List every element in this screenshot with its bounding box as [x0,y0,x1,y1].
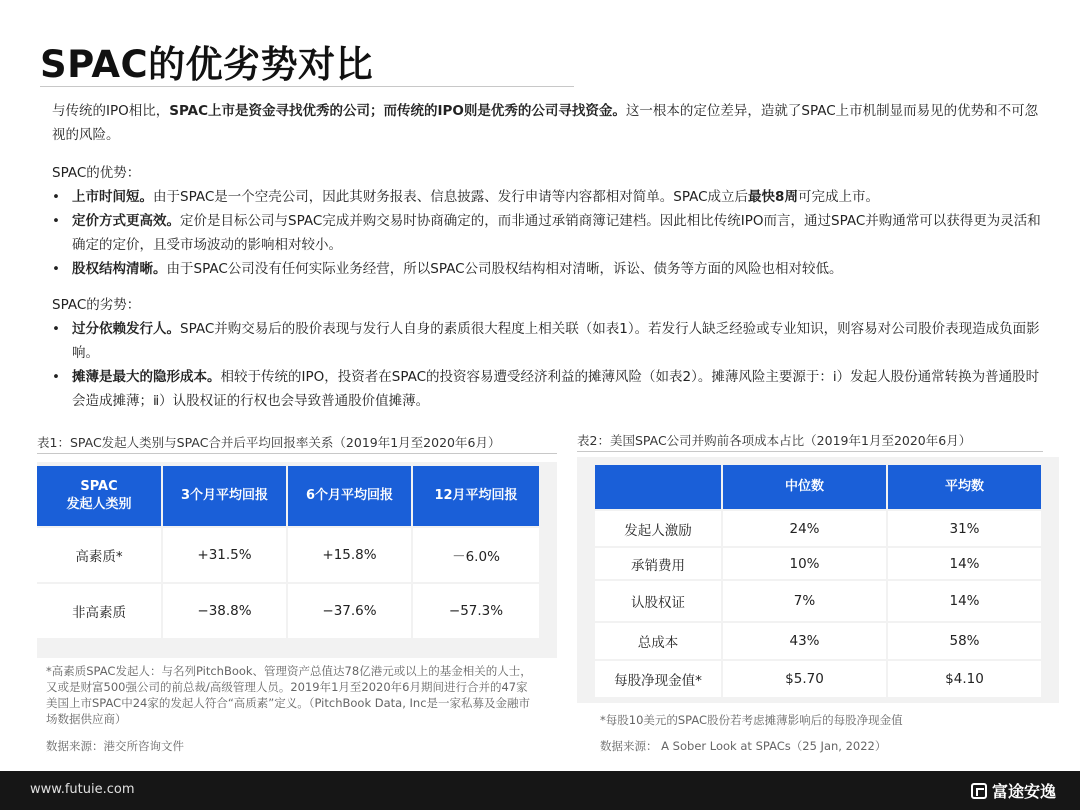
table1 [37,466,539,638]
item-text: SPAC并购交易后的股价表现与发行人自身的素质很大程度上相关联（如表1）。若发行人缺乏经验或专业知识，则容易对公司股价表现造成负面影响。 [72,321,1040,361]
row-label: 每股净现金值* [595,659,723,697]
header-line: SPAC [80,479,118,494]
table-row [595,579,1041,621]
row-label: 发起人激励 [595,509,723,546]
item-text: 由于SPAC是一个空壳公司，因此其财务报表、信息披露、发行申请等内容都相对简单。SPAC成立后 [153,189,749,205]
table1-header-3m: 3个月平均回报 [163,466,288,526]
footer-bar [0,771,1080,810]
table-cell: +31.5% [163,526,288,582]
table-cell: －6.0% [413,526,539,582]
list-item [52,257,1042,281]
page-title: SPAC的优劣势对比 [40,43,374,86]
table-cell: 14% [888,546,1041,579]
table2-caption-divider [577,451,1043,452]
row-label: 高素质* [37,526,163,582]
table1-header-6m: 6个月平均回报 [288,466,413,526]
brand-logo-icon [971,783,987,799]
table2-header-blank [595,465,723,509]
table2-caption: 表2：美国SPAC公司并购前各项成本占比（2019年1月至2020年6月） [577,433,972,448]
table-header-row [37,466,539,526]
table2-header-mean: 平均数 [888,465,1041,509]
table-row [595,659,1041,697]
advantages-list [52,185,1042,281]
table-cell: 7% [723,579,888,621]
row-label: 认股权证 [595,579,723,621]
item-bold-text: 定价方式更高效。 [72,213,180,229]
table-cell: $4.10 [888,659,1041,697]
list-item [52,185,1042,209]
table2-footnote: *每股10美元的SPAC股份若考虑摊薄影响后的每股净现金值 [600,713,903,727]
table1-footnote: *高素质SPAC发起人：与名列PitchBook、管理资产总值达78亿港元或以上的基金相关的人士，又或是财富500强公司的前总裁/高级管理人员。2019年1月至2020年6月期间进行合并的47家美国上市SPAC中24家的发起人符合“高质素”定义。（PitchBook Data, Inc是一家私募及金融市场数据供应商） [46,664,532,726]
table1-header-category [37,466,163,526]
intro-text-1: 与传统的IPO相比， [52,103,170,119]
intro-text-2: 这一根本的定位差异，造就了SPAC上市机制显而易见的优势和不可忽视的风险。 [52,103,1039,143]
table-cell: 10% [723,546,888,579]
footer-brand [971,779,1056,802]
item-text: 由于SPAC公司没有任何实际业务经营，所以SPAC公司股权结构相对清晰，诉讼、债务等方面的风险也相对较低。 [166,261,843,277]
table-cell: 43% [723,621,888,659]
footer-url[interactable]: www.futuie.com [30,782,135,797]
item-bold-text: 最快8周 [748,189,798,205]
item-text: 可完成上市。 [797,189,879,205]
main-text [52,99,1042,413]
table-cell: 14% [888,579,1041,621]
list-item [52,209,1042,257]
table-row [37,582,539,638]
title-divider [40,86,574,87]
table-row [595,546,1041,579]
item-bold-text: 股权结构清晰。 [72,261,167,277]
item-bold-text: 上市时间短。 [72,189,153,205]
disadvantages-list [52,317,1042,413]
table2-source: 数据来源： A Sober Look at SPACs（25 Jan, 2022） [600,739,887,753]
table1-caption-divider [37,453,557,454]
row-label: 非高素质 [37,582,163,638]
brand-name: 富途安逸 [991,782,1056,801]
table-cell: 58% [888,621,1041,659]
table1-header-12m: 12月平均回报 [413,466,539,526]
table-cell: +15.8% [288,526,413,582]
list-item [52,317,1042,365]
row-label: 总成本 [595,621,723,659]
table-row [37,526,539,582]
intro-paragraph [52,99,1042,147]
table1-caption: 表1：SPAC发起人类别与SPAC合并后平均回报率关系（2019年1月至2020年6月） [37,435,501,450]
table2 [595,465,1041,697]
advantages-heading: SPAC的优势： [52,165,141,181]
table-cell: 31% [888,509,1041,546]
table-cell: −38.8% [163,582,288,638]
row-label: 承销费用 [595,546,723,579]
intro-text-bold: SPAC上市是资金寻找优秀的公司；而传统的IPO则是优秀的公司寻找资金。 [169,103,626,119]
item-text: 相较于传统的IPO，投资者在SPAC的投资容易遭受经济利益的摊薄风险（如表2）。摊薄风险主要源于：ⅰ）发起人股份通常转换为普通股时会造成摊薄；ⅱ）认股权证的行权也会导致普通股价值摊薄。 [72,369,1040,409]
table-row [595,509,1041,546]
table-cell: 24% [723,509,888,546]
item-text: 定价是目标公司与SPAC完成并购交易时协商确定的，而非通过承销商簿记建档。因此相比传统IPO而言，通过SPAC并购通常可以获得更为灵活和确定的定价，且受市场波动的影响相对较小。 [72,213,1041,253]
table-header-row [595,465,1041,509]
disadvantages-heading: SPAC的劣势： [52,297,141,313]
table-cell: −57.3% [413,582,539,638]
item-bold-text: 过分依赖发行人。 [72,321,180,337]
table-row [595,621,1041,659]
item-bold-text: 摊薄是最大的隐形成本。 [72,369,221,385]
table2-header-median: 中位数 [723,465,888,509]
table-cell: $5.70 [723,659,888,697]
header-line: 发起人类别 [66,497,132,512]
list-item [52,365,1042,413]
table1-source: 数据来源：港交所咨询文件 [46,739,184,753]
table-cell: −37.6% [288,582,413,638]
